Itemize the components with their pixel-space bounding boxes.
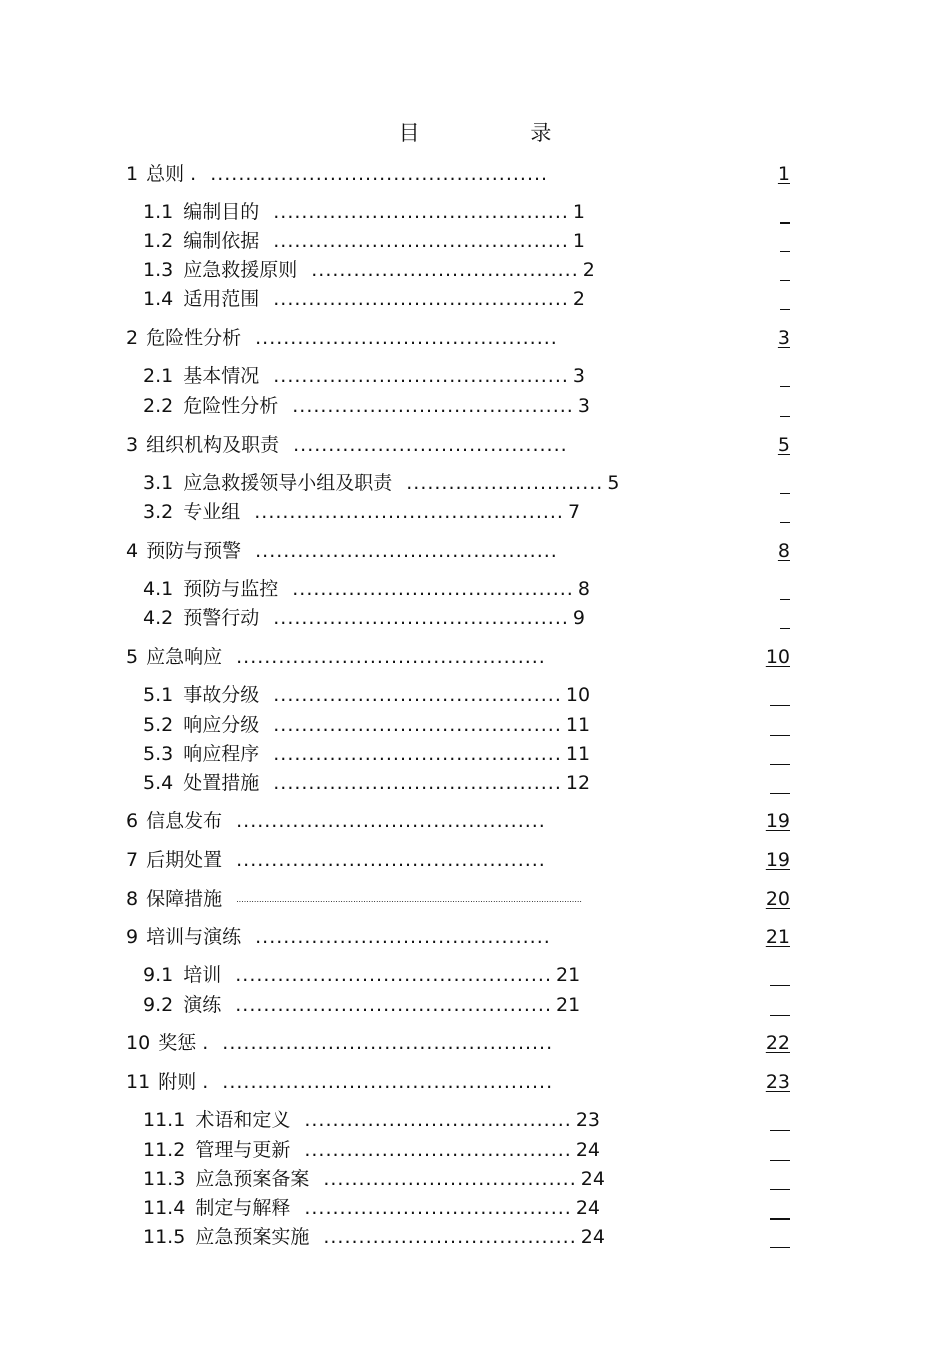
toc-entry-page-link-underline [770, 985, 790, 986]
toc-entry-label: 制定与解释 [195, 1197, 291, 1219]
toc-entry-number: 11 [126, 1071, 151, 1093]
toc-entry-leader: ............................................ [254, 501, 564, 523]
toc-entry-label: 信息发布 [146, 810, 223, 832]
toc-entry-number: 11.2 [143, 1139, 186, 1161]
toc-entry-label: 培训与演练 [146, 926, 242, 948]
toc-entry-page-link-underline [770, 735, 790, 736]
toc-entry-number: 5 [126, 646, 139, 668]
toc-entry-number: 11.4 [143, 1197, 186, 1219]
toc-entry-page-link[interactable]: 3 [777, 327, 790, 349]
toc-entry-label: 应急预案备案 [195, 1168, 310, 1190]
toc-entry-label: 组织机构及职责 [146, 434, 280, 456]
toc-entry-number: 1.2 [143, 230, 174, 252]
toc-entry-page: 23 [575, 1109, 601, 1131]
toc-entry-number: 10 [126, 1032, 151, 1054]
toc-entry-number: 4.2 [143, 607, 174, 629]
toc-entry-leader: ............................................ [236, 810, 546, 832]
toc-entry-number: 5.1 [143, 684, 174, 706]
toc-entry-leader: ......................................... [273, 684, 562, 706]
toc-entry-page-link-underline [770, 1189, 790, 1190]
toc-entry[interactable] [143, 258, 595, 282]
toc-entry-page-link[interactable]: 5 [777, 434, 790, 456]
toc-entry-leader: ............................................ [236, 646, 546, 668]
toc-entry-page-link-underline [770, 764, 790, 765]
toc-entry-leader: ........................................... [255, 540, 558, 562]
toc-entry-leader: ...................................... [311, 259, 579, 281]
toc-entry-label: 基本情况 [183, 365, 260, 387]
toc-entry-page-link-underline [780, 599, 790, 600]
toc-entry-page: 24 [575, 1197, 601, 1219]
toc-entry-page-link-underline [770, 705, 790, 706]
toc-entry-leader: ......................................... [273, 772, 562, 794]
toc-entry-leader: ............................................. [235, 964, 553, 986]
toc-entry-page-link-underline [780, 280, 790, 281]
toc-entry-leader: ........................................ [292, 578, 574, 600]
toc-entry-leader: ...................................... [304, 1197, 572, 1219]
toc-entry-leader: .................................... [323, 1226, 577, 1248]
toc-entry[interactable] [143, 606, 585, 630]
toc-entry-number: 3.1 [143, 472, 174, 494]
toc-entry[interactable] [126, 809, 546, 833]
toc-entry-leader: ......................................... [273, 714, 562, 736]
toc-entry-page: 1 [572, 230, 585, 252]
toc-entry[interactable] [143, 394, 590, 418]
toc-entry-page: 1 [572, 201, 585, 223]
toc-entry-number: 5.4 [143, 772, 174, 794]
toc-entry-page-link-underline [770, 793, 790, 794]
toc-entry[interactable] [143, 742, 590, 766]
toc-entry-page-link[interactable]: 10 [765, 646, 790, 668]
toc-entry-number: 3.2 [143, 501, 174, 523]
toc-entry-page: 7 [567, 501, 581, 523]
toc-entry-page-link-underline [780, 522, 790, 523]
toc-entry[interactable] [126, 1070, 553, 1094]
toc-entry-leader: ............................................... [222, 1071, 554, 1093]
toc-entry[interactable] [143, 287, 585, 311]
toc-entry-page-link-underline [780, 416, 790, 417]
toc-entry-page: 12 [565, 772, 591, 794]
toc-entry[interactable] [126, 925, 551, 949]
toc-entry-page-link-underline [770, 1015, 790, 1016]
toc-entry-number: 4.1 [143, 578, 174, 600]
toc-entry-number: 8 [126, 888, 139, 910]
toc-entry[interactable] [126, 539, 558, 563]
toc-entry-page: 24 [580, 1168, 605, 1190]
page-title: 目 录 [398, 121, 604, 145]
toc-entry-page: 24 [580, 1226, 605, 1248]
toc-entry[interactable] [143, 1167, 605, 1191]
toc-entry[interactable] [143, 963, 580, 987]
toc-entry-leader: ....................................... [293, 434, 568, 456]
toc-entry-number: 9.1 [143, 964, 174, 986]
toc-entry-label: 保障措施 [146, 888, 223, 910]
toc-entry[interactable] [126, 848, 546, 872]
toc-entry-number: 9.2 [143, 994, 174, 1016]
toc-entry-number: 7 [126, 849, 139, 871]
toc-entry-label: 应急救援领导小组及职责 [183, 472, 393, 494]
toc-entry-number: 5.2 [143, 714, 174, 736]
toc-entry-number: 3 [126, 434, 139, 456]
toc-entry[interactable] [126, 887, 582, 912]
toc-entry[interactable] [143, 771, 590, 795]
toc-entry-number: 1.1 [143, 201, 174, 223]
toc-entry-label: 后期处置 [146, 849, 223, 871]
toc-entry-leader: ............................ [406, 472, 604, 494]
toc-entry-label: 预警行动 [183, 607, 260, 629]
toc-entry-number: 1 [126, 163, 139, 185]
toc-entry-page-link-underline [770, 1130, 790, 1131]
toc-entry-label: 应急救援原则 [183, 259, 298, 281]
toc-entry-number: 1.4 [143, 288, 174, 310]
toc-entry-leader: .......................................... [255, 926, 551, 948]
toc-entry-leader: .......................................... [273, 607, 569, 629]
toc-entry[interactable] [126, 162, 548, 186]
toc-entry-leader: ...................................... [304, 1109, 572, 1131]
toc-entry-label: 危险性分析 [146, 327, 242, 349]
toc-entry-label: 术语和定义 [195, 1109, 291, 1131]
toc-entry-label: 适用范围 [183, 288, 260, 310]
toc-entry-page-link-underline [780, 251, 790, 252]
toc-entry[interactable] [143, 683, 590, 707]
toc-entry-page: 2 [572, 288, 585, 310]
toc-entry-label: 预防与预警 [146, 540, 242, 562]
toc-entry-page: 11 [565, 743, 591, 765]
toc-entry-number: 11.3 [143, 1168, 186, 1190]
toc-entry-leader: .......................................... [273, 201, 569, 223]
toc-entry-leader: .......................................... [273, 288, 569, 310]
toc-entry-label: 应急响应 [146, 646, 223, 668]
toc-entry-page: 5 [607, 472, 620, 494]
toc-entry-number: 4 [126, 540, 139, 562]
toc-entry-number: 2 [126, 327, 139, 349]
toc-entry-number: 9 [126, 926, 139, 948]
toc-entry-number: 6 [126, 810, 139, 832]
toc-entry-leader: ...................................... [304, 1139, 572, 1161]
toc-entry-leader: ........................................................................................................................................ [236, 895, 582, 904]
toc-entry-page-link[interactable]: 21 [765, 926, 790, 948]
toc-entry-label: 应急预案实施 [195, 1226, 310, 1248]
toc-entry-page-link[interactable]: 20 [765, 888, 790, 910]
toc-entry[interactable] [143, 577, 590, 601]
toc-entry-leader: ............................................ [236, 849, 546, 871]
toc-entry-number: 11.1 [143, 1109, 186, 1131]
toc-entry-leader: ............................................... [222, 1032, 554, 1054]
toc-entry-label: 总则 . [146, 163, 197, 185]
toc-entry[interactable] [143, 471, 619, 495]
toc-entry-label: 编制目的 [183, 201, 260, 223]
toc-entry-page-link-underline [780, 493, 790, 494]
toc-entry-leader: ......................................... [273, 743, 562, 765]
toc-entry[interactable] [143, 1196, 600, 1220]
toc-entry-label: 奖惩 . [158, 1032, 209, 1054]
toc-entry-label: 事故分级 [183, 684, 260, 706]
toc-entry-page-link[interactable]: 22 [765, 1032, 790, 1054]
toc-entry-label: 演练 [183, 994, 222, 1016]
toc-entry-leader: .......................................... [273, 230, 569, 252]
toc-entry-label: 编制依据 [183, 230, 260, 252]
toc-entry-label: 专业组 [183, 501, 241, 523]
toc-entry[interactable] [126, 1031, 553, 1055]
toc-entry-leader: ........................................... [255, 327, 558, 349]
toc-entry-number: 5.3 [143, 743, 174, 765]
toc-entry-page: 21 [556, 994, 581, 1016]
toc-entry-page: 2 [582, 259, 595, 281]
toc-entry[interactable] [126, 326, 558, 350]
toc-entry-page-link[interactable]: 8 [777, 540, 790, 562]
toc-entry-page: 8 [577, 578, 590, 600]
toc-entry-label: 响应分级 [183, 714, 260, 736]
toc-entry-label: 培训 [183, 964, 222, 986]
toc-entry[interactable] [126, 433, 568, 457]
toc-entry-page-link[interactable]: 1 [777, 163, 790, 185]
toc-entry-number: 2.2 [143, 395, 174, 417]
toc-entry-page-link-underline [780, 628, 790, 629]
toc-entry-page-link-underline [780, 309, 790, 310]
toc-entry-page: 21 [556, 964, 581, 986]
toc-entry-page-link-underline [780, 222, 790, 224]
toc-entry-page-link[interactable]: 19 [765, 810, 790, 832]
toc-entry[interactable] [143, 229, 585, 253]
toc-entry[interactable] [143, 500, 580, 524]
toc-entry[interactable] [143, 1138, 600, 1162]
toc-entry[interactable] [143, 713, 590, 737]
toc-entry-leader: .......................................... [273, 365, 569, 387]
toc-entry-page-link[interactable]: 23 [765, 1071, 790, 1093]
toc-entry-label: 管理与更新 [195, 1139, 291, 1161]
toc-entry-page-link-underline [770, 1160, 790, 1161]
toc-entry-leader: ................................................ [210, 163, 549, 185]
toc-entry-page: 3 [572, 365, 585, 387]
toc-entry-page: 24 [575, 1139, 601, 1161]
toc-entry-label: 预防与监控 [183, 578, 279, 600]
toc-entry-page-link-underline [780, 386, 790, 387]
toc-entry[interactable] [143, 364, 585, 388]
toc-entry[interactable] [126, 645, 546, 669]
toc-entry-number: 1.3 [143, 259, 174, 281]
toc-entry-page: 10 [565, 684, 591, 706]
toc-entry-page-link-underline [770, 1218, 790, 1220]
toc-entry-label: 附则 . [158, 1071, 209, 1093]
toc-entry-page: 11 [565, 714, 591, 736]
toc-entry-label: 处置措施 [183, 772, 260, 794]
toc-entry-label: 响应程序 [183, 743, 260, 765]
toc-entry-number: 2.1 [143, 365, 174, 387]
toc-entry[interactable] [143, 1225, 605, 1249]
toc-entry-page-link-underline [770, 1247, 790, 1248]
toc-entry-leader: ........................................ [292, 395, 574, 417]
toc-entry-leader: ............................................. [235, 994, 553, 1016]
toc-entry[interactable] [143, 200, 585, 224]
toc-entry[interactable] [143, 993, 580, 1017]
toc-entry-number: 11.5 [143, 1226, 186, 1248]
toc-entry-page: 3 [577, 395, 590, 417]
toc-entry-page: 9 [572, 607, 585, 629]
toc-entry-label: 危险性分析 [183, 395, 279, 417]
toc-entry-page-link[interactable]: 19 [765, 849, 790, 871]
toc-entry-leader: .................................... [323, 1168, 577, 1190]
toc-entry[interactable] [143, 1108, 600, 1132]
